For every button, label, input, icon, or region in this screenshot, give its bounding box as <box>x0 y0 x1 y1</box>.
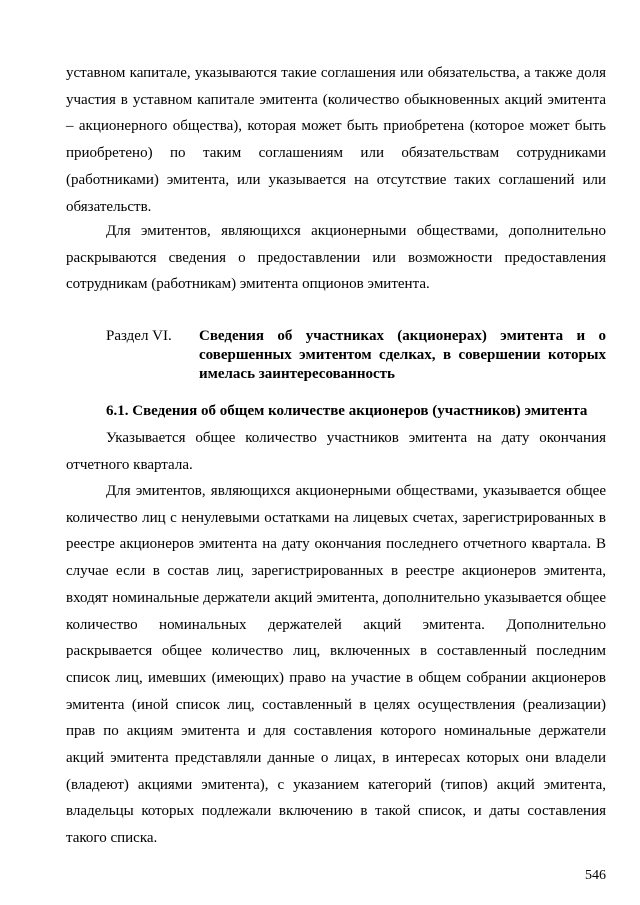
section-heading <box>106 327 606 384</box>
paragraph-options: Для эмитентов, являющихся акционерными обществами, дополнительно раскрываются сведения о предоставлении или возможности предоставления сотрудникам (работникам) эмитента опционов эмитента. <box>66 223 606 293</box>
paragraph-participants-count: Указывается общее количество участников эмитента на дату окончания отчетного квартала. <box>66 430 606 473</box>
section-label: Раздел VI. <box>106 328 172 344</box>
paragraph-continued: уставном капитале, указываются такие соглашения или обязательства, а также доля участия в уставном капитале эмитента (количество обыкновенных акций эмитента – акционерного общества), которая может быть приобретена (которое может быть приобретено) по таким соглашениям или обязательствам сотрудниками (работниками) эмитента, или указывается на отсутствие таких соглашений или обязательств. <box>66 65 606 215</box>
paragraph-block-2 <box>66 218 606 298</box>
paragraph-shareholders-count: Для эмитентов, являющихся акционерными обществами, указывается общее количество лиц с ненулевыми остатками на лицевых счетах, зарегистрированных в реестре акционеров эмитента на дату окончания последнего отчетного квартала. В случае если в состав лиц, зарегистрированных в реестре акционеров эмитента, входят номинальные держатели акций эмитента, дополнительно указывается общее количество номинальных держателей акций эмитента. Дополнительно раскрывается общее количество лиц, включенных в составленный последним список лиц, имевших (имеющих) право на участие в общем собрании акционеров эмитента (иной список лиц, составленный в целях осуществления (реализации) прав по акциям эмитента и для составления которого номинальные держатели акций эмитента представляли данные о лицах, в интересах которых они владели (владеют) акциями эмитента), с указанием категорий (типов) акций эмитента, владельцы которых подлежали включению в такой список, и даты составления такого списка. <box>66 483 606 847</box>
paragraph-block-4 <box>66 478 606 852</box>
paragraph-block-3 <box>66 425 606 478</box>
section-title: Сведения об участниках (акционерах) эмитента и о совершенных эмитентом сделках, в совершении которых имелась заинтересованность <box>199 328 606 382</box>
subsection-heading: 6.1. Сведения об общем количестве акционеров (участников) эмитента <box>106 403 588 419</box>
page-number: 546 <box>585 868 606 883</box>
paragraph-block-1 <box>66 60 606 220</box>
